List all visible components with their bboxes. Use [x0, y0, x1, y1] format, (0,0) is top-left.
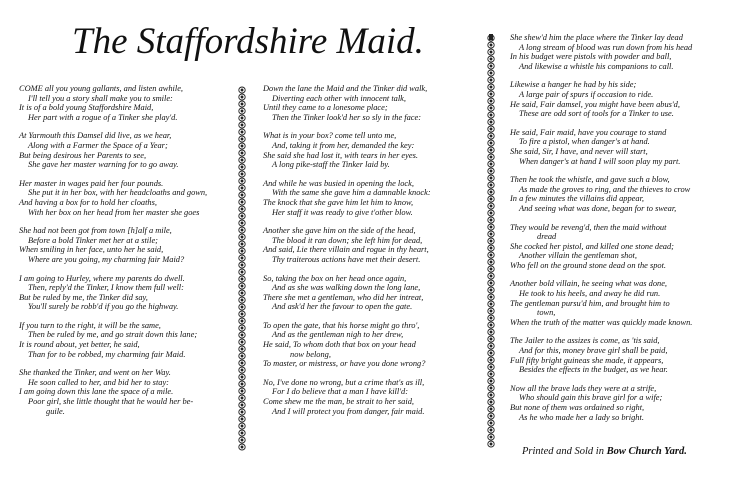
stanza	[263, 274, 473, 312]
stanza	[19, 321, 231, 359]
verse-line: And while he was busied in opening the lock,	[263, 178, 414, 188]
verse-line: The blood it ran down; she left him for dead,	[272, 235, 423, 245]
verse-line: What is in your box? come tell unto me,	[263, 131, 397, 141]
verse-line: COME all you young gallants, and listen awhile,	[19, 84, 183, 93]
verse-line: I am going down this lane the space of a mile.	[19, 387, 174, 397]
verse-column-1	[19, 84, 231, 425]
verse-line: To open the gate, that his horse might go thro',	[263, 320, 420, 330]
verse-line: Her part with a rogue of a Tinker she play'd.	[28, 112, 178, 122]
verse-line: And said, Lie there villain and rogue in thy heart,	[263, 245, 429, 255]
stanza	[19, 274, 231, 312]
stanza	[263, 226, 473, 264]
verse-line: He took to his heels, and away he did run.	[519, 289, 661, 299]
verse-line: He soon called to her, and bid her to stay:	[28, 377, 169, 387]
stanza	[510, 175, 725, 213]
verse-line: The Jailer to the assizes is come, as 'tis said,	[510, 336, 660, 346]
stanza	[19, 226, 231, 264]
stanza	[510, 80, 725, 118]
verse-line: Than for to be robbed, my charming fair Maid.	[28, 349, 186, 359]
stanza	[263, 179, 473, 217]
verse-line: So, taking the box on her head once again,	[263, 273, 407, 283]
verse-line: Down the lane the Maid and the Tinker did walk,	[263, 84, 428, 93]
verse-line: At Yarmouth this Damsel did live, as we hear,	[19, 131, 172, 141]
verse-line: dread	[537, 232, 557, 242]
verse-line: The gentleman pursu'd him, and brought him to	[510, 298, 670, 308]
stanza	[510, 336, 725, 374]
verse-line: She thanked the Tinker, and went on her Way.	[19, 368, 171, 378]
imprint-place: Bow Church Yard.	[606, 446, 687, 457]
verse-line: Besides the effects in the budget, as we hear.	[519, 365, 668, 375]
verse-line: But be ruled by me, the Tinker did say,	[19, 292, 148, 302]
verse-line: She said, Sir, I have, and never will start,	[510, 146, 648, 156]
verse-line: She cocked her pistol, and killed one stone dead;	[510, 241, 674, 251]
verse-line: Full fifty bright guineas she made, it appears,	[510, 355, 664, 365]
verse-line: I'll tell you a story shall make you to smile:	[28, 93, 173, 103]
verse-column-3	[510, 33, 725, 431]
verse-line: And as the gentleman nigh to her drew,	[272, 330, 404, 340]
verse-line: He said, Fair damsel, you might have been abus'd,	[510, 99, 680, 109]
verse-line: And for this, money brave girl shall be paid,	[519, 346, 668, 356]
verse-line: Where are you going, my charming fair Maid?	[28, 254, 185, 264]
broadside-title: The Staffordshire Maid.	[72, 21, 424, 62]
verse-line: Then he took the whistle, and gave such a blow,	[510, 175, 670, 185]
verse-line: Diverting each other with innocent talk,	[272, 93, 406, 103]
verse-line: Another villain the gentleman shot,	[519, 251, 637, 261]
verse-line: In his budget were pistols with powder and ball,	[510, 52, 672, 62]
verse-line: Who should gain this brave girl for a wife;	[519, 393, 663, 403]
verse-line: And having a box for to hold her cloaths,	[19, 197, 157, 207]
verse-line: now belong,	[290, 349, 331, 359]
verse-line: And seeing what was done, began for to swear,	[519, 203, 677, 213]
verse-line: A long pike-staff the Tinker laid by.	[272, 160, 390, 170]
verse-line: He said, To whom doth that box on your head	[263, 340, 416, 350]
verse-line: And, taking it from her, demanded the key:	[272, 140, 415, 150]
verse-line: She shew'd him the place where the Tinker lay dead	[510, 33, 683, 42]
stanza	[19, 179, 231, 217]
verse-line: Who fell on the ground stone dead on the spot.	[510, 260, 667, 270]
verse-line: But none of them was ordained so right,	[510, 403, 645, 412]
verse-line: Thy traiterous actions have met their desert.	[272, 254, 421, 264]
verse-line: And likewise a whistle his companions to call.	[519, 61, 674, 71]
verse-line: There she met a gentleman, who did her intreat,	[263, 292, 424, 302]
verse-line: When the truth of the matter was quickly made known.	[510, 317, 693, 327]
verse-line: These are odd sort of tools for a Tinker to use.	[519, 109, 674, 119]
verse-line: To master, or mistress, or have you done wrong?	[263, 359, 426, 369]
verse-line: Another bold villain, he seeing what was done,	[510, 279, 668, 289]
verse-line: She said she had lost it, with tears in her eyes.	[263, 150, 418, 160]
verse-line: A long stream of blood was run down from his head	[519, 42, 693, 52]
verse-line: And I will protect you from danger, fair maid.	[272, 406, 425, 416]
imprint-footer	[522, 446, 687, 457]
verse-column-2	[263, 84, 473, 425]
verse-line: In a few minutes the villains did appear,	[510, 194, 644, 204]
verse-line: Then, reply'd the Tinker, I know them full well:	[28, 283, 184, 293]
verse-line: guile.	[46, 406, 65, 416]
verse-line: But being desirous her Parents to see,	[19, 150, 147, 160]
verse-line: As made the groves to ring, and the thieves to crow	[519, 184, 691, 194]
verse-line: They would be reveng'd, then the maid without	[510, 222, 667, 232]
verse-line: He said, Fair maid, have you courage to stand	[510, 127, 667, 137]
verse-line: Another she gave him on the side of the head,	[263, 226, 416, 236]
verse-line: A large pair of spurs if occasion to ride.	[519, 89, 654, 99]
verse-line: You'll surely be robb'd if you go the highway.	[28, 302, 179, 312]
verse-line: With her box on her head from her master she goes	[28, 207, 200, 217]
verse-line: Her staff it was ready to give t'other blow.	[272, 207, 413, 217]
ornamental-column-divider	[237, 86, 247, 452]
verse-line: No, I've done no wrong, but a crime that's as ill,	[263, 377, 425, 387]
verse-line: Come shew me the man, be strait to her said,	[263, 397, 414, 407]
verse-line: town,	[537, 308, 556, 318]
verse-line: Until they came to a lonesome place;	[263, 103, 388, 113]
verse-line: Poor girl, she little thought that he would her be-	[28, 397, 194, 407]
verse-line: She had not been got from town [h]alf a mile,	[19, 226, 172, 236]
verse-line: To fire a pistol, when danger's at hand.	[519, 137, 650, 147]
stanza	[19, 131, 231, 169]
stanza	[19, 368, 231, 416]
verse-line: I am going to Hurley, where my parents do dwell.	[19, 273, 185, 283]
stanza	[510, 279, 725, 327]
stanza	[510, 223, 725, 271]
verse-line: Before a bold Tinker met her at a stile;	[28, 235, 158, 245]
stanza	[510, 33, 725, 71]
verse-line: For I do believe that a man I have kill'd:	[272, 387, 408, 397]
verse-line: Along with a Farmer the Space of a Year;	[28, 140, 168, 150]
stanza	[263, 321, 473, 369]
verse-line: She gave her master warning for to go away.	[28, 160, 179, 170]
verse-line: If you turn to the right, it will be the same,	[19, 320, 161, 330]
stanza	[263, 378, 473, 416]
verse-line: Then be ruled by me, and go strait down this lane;	[28, 330, 198, 340]
verse-line: With the same she gave him a damnable knock:	[272, 188, 431, 198]
stanza	[510, 128, 725, 166]
stanza	[263, 131, 473, 169]
verse-line: The knock that she gave him let him to know,	[263, 197, 414, 207]
stanza	[263, 84, 473, 122]
stanza	[19, 84, 231, 122]
verse-line: Now all the brave lads they were at a strife,	[510, 383, 657, 393]
verse-line: Then the Tinker look'd her so sly in the face:	[272, 112, 422, 122]
ornamental-column-divider	[486, 34, 496, 448]
verse-line: She put it in her box, with her headcloaths and gown,	[28, 188, 208, 198]
verse-line: Likewise a hanger he had by his side;	[510, 80, 637, 90]
verse-line: When smiling in her face, unto her he said,	[19, 245, 164, 255]
stanza	[510, 384, 725, 422]
imprint-prefix: Printed and Sold in	[522, 446, 607, 457]
verse-line: When danger's at hand I will soon play my part.	[519, 156, 681, 166]
verse-line: And as she was walking down the long lane,	[272, 283, 421, 293]
verse-line: It is round about, yet better, he said,	[19, 340, 140, 350]
verse-line: It is of a bold young Staffordshire Maid,	[19, 103, 154, 113]
verse-line: Her master in wages paid her four pounds.	[19, 178, 164, 188]
verse-line: As he who made her a lady so bright.	[519, 412, 644, 422]
verse-line: And ask'd her the favour to open the gate.	[272, 302, 413, 312]
